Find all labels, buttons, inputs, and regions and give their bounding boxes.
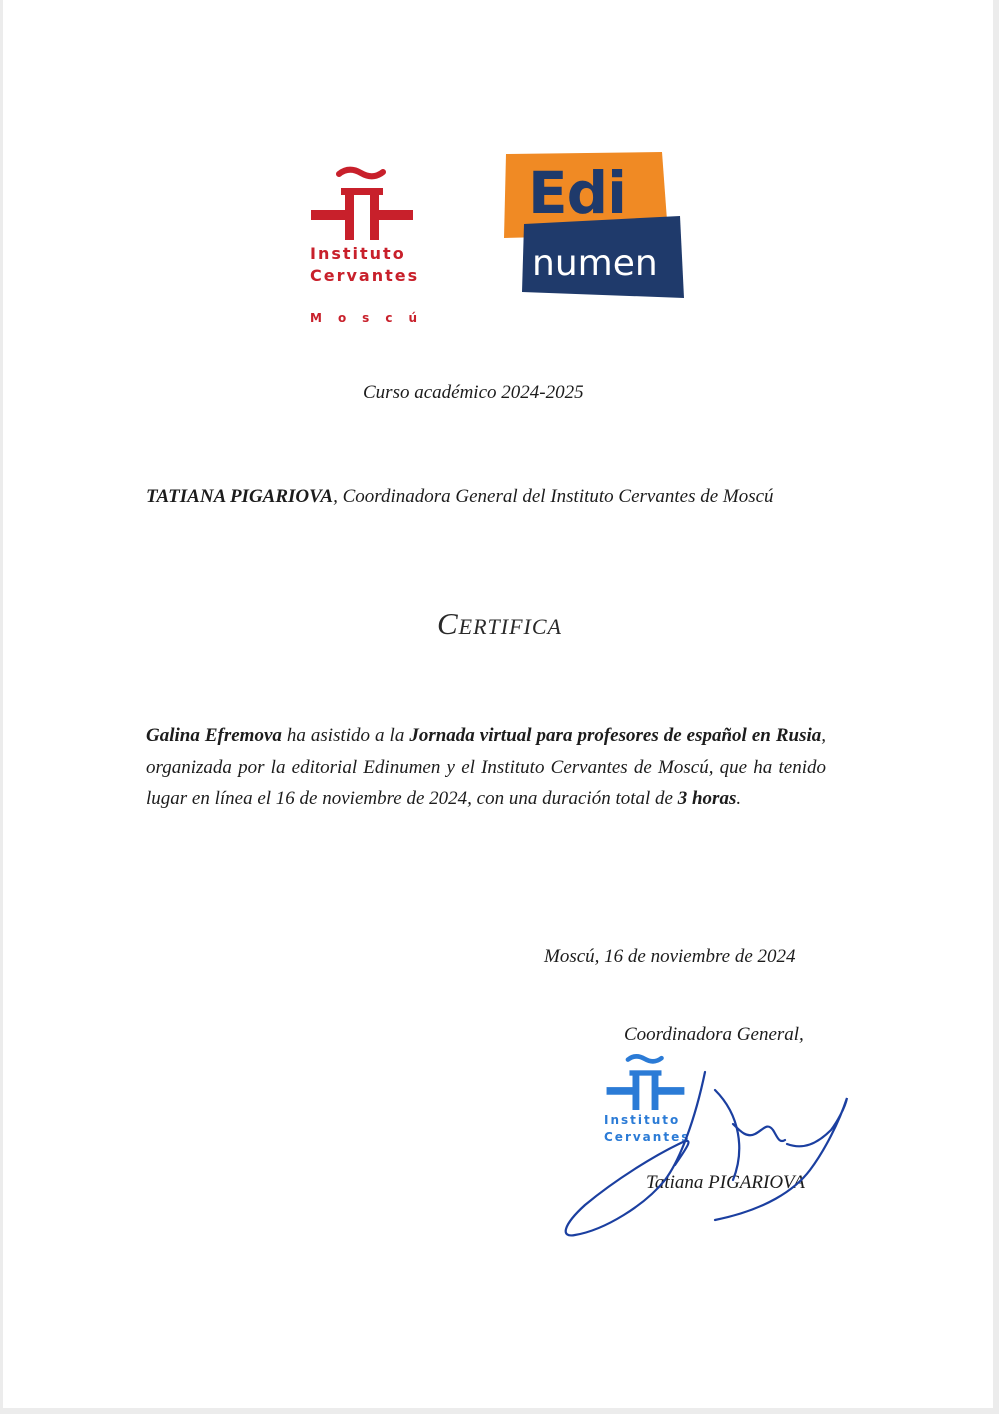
signer-role: Coordinadora General, [624,1024,804,1045]
edinumen-logo-bottom: numen [532,243,658,284]
certificate-body [146,720,826,815]
body-text-2: , organizada por la editorial Edinumen y el Instituto Cervantes de Moscú, que ha tenido lugar en línea el 16 de noviembre de 2024, con una duración total de [146,725,827,809]
edinumen-logo-top: Edi [528,159,627,227]
page-edge-right [993,0,999,1414]
course-year: Curso académico 2024-2025 [363,382,584,403]
body-text-1: ha asistido a la [281,725,410,746]
instituto-cervantes-logo [300,160,433,340]
event-name: Jornada virtual para profesores de español en Rusia [409,725,822,746]
page-edge-bottom [0,1408,999,1414]
edinumen-logo [502,152,692,302]
issuer-line [146,486,774,508]
duration: 3 horas [677,788,737,809]
certificate-heading: Certifica [437,606,562,641]
issuer-role: , Coordinadora General del Instituto Cervantes de Moscú [333,486,774,507]
issuer-name: TATIANA PIGARIOVA [146,486,334,507]
stamp-text: Instituto Cervantes [604,1113,691,1144]
cervantes-logo-city: Moscú [310,311,433,325]
body-text-3: . [736,788,742,809]
page-edge-left [0,0,3,1414]
cervantes-logo-name: Instituto Cervantes [310,244,420,285]
place-date: Moscú, 16 de noviembre de 2024 [544,946,796,967]
signer-name: Tatiana PIGARIOVA [646,1172,805,1193]
handwritten-signature [555,1060,855,1250]
recipient-name: Galina Efremova [146,725,282,746]
cervantes-emblem-icon [309,164,419,240]
